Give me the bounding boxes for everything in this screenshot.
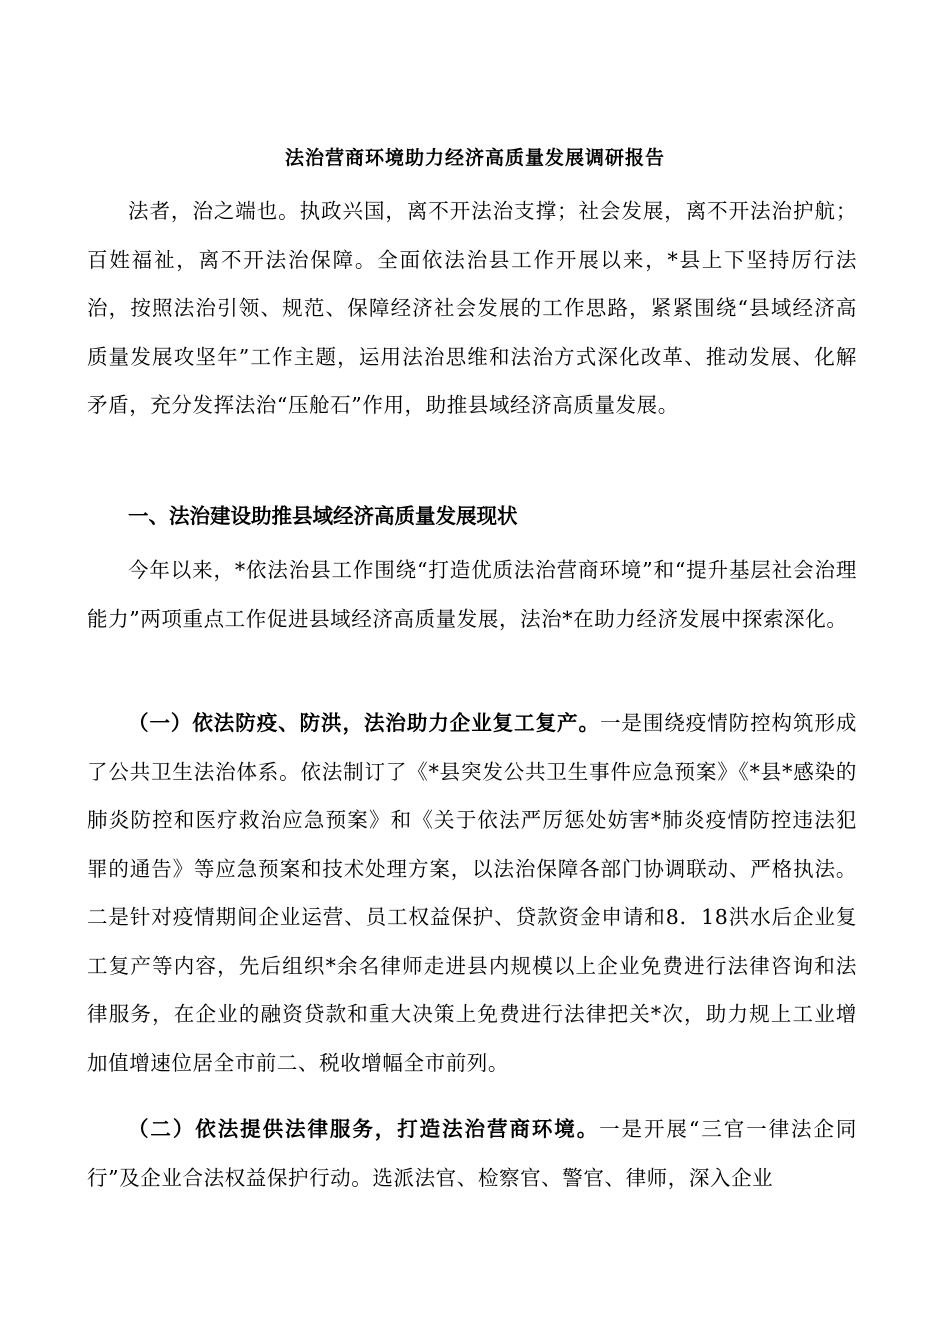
item2-lead: （二）依法提供法律服务，打造法治营商环境。: [128, 1117, 600, 1141]
item2-paragraph: [87, 1105, 857, 1202]
section-heading: 一、法治建设助推县域经济高质量发展现状: [128, 504, 518, 528]
item1-body: 一是围绕疫情防控构筑形成了公共卫生法治体系。依法制订了《*县突发公共卫生事件应急预案》《*县*感染的肺炎防控和医疗救治应急预案》和《关于依法严厉惩处妨害*肺炎疫情防控违法犯罪的通告》等应急预案和技术处理方案，以法治保障各部门协调联动、严格执法。二是针对疫情期间企业运营、员工权益保护、贷款资金申请和8．18洪水后企业复工复产等内容，先后组织*余名律师走进县内规模以上企业免费进行法律咨询和法律服务，在企业的融资贷款和重大决策上免费进行法律把关*次，助力规上工业增加值增速位居全市前二、税收增幅全市前列。: [87, 711, 858, 1075]
document-title: 法治营商环境助力经济高质量发展调研报告: [284, 147, 665, 169]
item2-body: 一是开展“三官一律法企同行”及企业合法权益保护行动。选派法官、检察官、警官、律师，深入企业: [87, 1117, 857, 1190]
item1-paragraph: [87, 699, 857, 1087]
item1-lead: （一）依法防疫、防洪，法治助力企业复工复产。: [128, 711, 600, 735]
intro-paragraph: 法者，治之端也。执政兴国，离不开法治支撑；社会发展，离不开法治护航；百姓福祉，离不开法治保障。全面依法治县工作开展以来，*县上下坚持厉行法治，按照法治引领、规范、保障经济社会发展的工作思路，紧紧围绕“县域经济高质量发展攻坚年”工作主题，运用法治思维和法治方式深化改革、推动发展、化解矛盾，充分发挥法治“压舱石”作用，助推县域经济高质量发展。: [87, 199, 857, 417]
section-intro-paragraph: 今年以来，*依法治县工作围绕“打造优质法治营商环境”和“提升基层社会治理能力”两项重点工作促进县域经济高质量发展，法治*在助力经济发展中探索深化。: [87, 558, 857, 631]
